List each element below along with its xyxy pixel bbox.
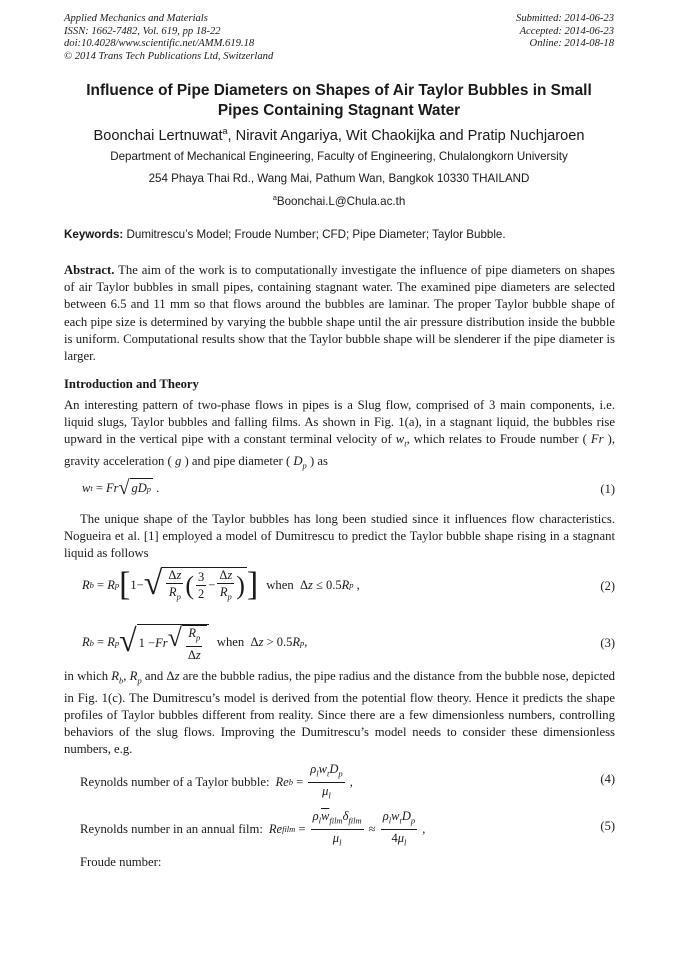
equation-5-label: Reynolds number in an annual film: (80, 821, 263, 836)
equation-3-number: (3) (600, 636, 615, 650)
equation-4 (64, 762, 615, 798)
email-address: Boonchai.L@Chula.ac.th (276, 194, 406, 208)
equation-5 (64, 809, 615, 845)
title-line-1: Influence of Pipe Diameters on Shapes of Air Taylor Bubbles in Small (86, 82, 592, 99)
equation-2-number: (2) (600, 579, 615, 593)
email-sup: a (272, 193, 277, 202)
online-date: Online: 2014-08-18 (529, 38, 614, 50)
copyright-line: © 2014 Trans Tech Publications Ltd, Switzerland (64, 50, 274, 62)
equation-1 (64, 478, 615, 504)
dates-header (516, 13, 614, 51)
affiliation-address: 254 Phaya Thai Rd., Wang Mai, Pathum Wan, Bangkok 10330 THAILAND (148, 172, 530, 185)
equation-2 (64, 565, 615, 609)
first-author: Boonchai Lertnuwat (93, 127, 223, 144)
abstract-text: The aim of the work is to computationally investigate the influence of pipe diameters on shapes of air Taylor bubbles in small pipes, containing stagnant water. The examined pipe diameters are selected between 6.5 and 11 mm so that flows around the bubbles are laminar. The proper Taylor bubble shape of each pipe size is determined by varying the bubble shape until the air pressure distribution inside the bubble is uniform. Computational results show that the Taylor bubble shape will be slenderer if the pipe diameter is larger. (64, 263, 615, 364)
intro-paragraph-1: An interesting pattern of two-phase flows in pipes is a Slug flow, comprised of 3 main components, i.e. liquid slugs, Taylor bubbles and falling films. As shown in Fig. 1(a), in a stagnant liquid, the bubbles rise upward in the vertical pipe with a constant terminal velocity of $w_t$, which relates to Froude number ( Fr ), gravity acceleration ( g ) and pipe diameter ( $D_p$ ) as (64, 398, 615, 471)
equation-1-formula: w t = Fr √ gD p . (82, 477, 160, 499)
equation-4-label: Reynolds number of a Taylor bubble: (80, 774, 270, 789)
submitted-date: Submitted: 2014-06-23 (516, 13, 614, 24)
intro-paragraph-2: The unique shape of the Taylor bubbles has long been studied since it influences flow characteristics. Nogueira et al. [1] employed a model of Dumitrescu to predict the Taylor bubble shape rising in a stagnant liquid as follows (64, 512, 615, 561)
author-list (40, 126, 638, 144)
keywords-label: Keywords: (64, 228, 124, 241)
equation-3 (64, 624, 615, 664)
abstract (64, 262, 615, 365)
equation-6-label: Froude number: (80, 855, 162, 869)
doi-line: doi:10.4028/www.scientific.net/AMM.619.18 (64, 38, 255, 50)
intro-paragraph-3: in which $R_b$, $R_p$ and Δz are the bubble radius, the pipe radius and the distance from the bubble nose, depicted in Fig. 1(c). The Dumitrescu’s model is derived from the potential flow theory. Hence it predicts the shape profiles of Taylor bubbles different from reality. Since there are a few dimensionless numbers, controlling behaviors of the slug flows. Improving the Dumitrescu’s model needs to consider these dimensionless numbers, e.g. (64, 669, 615, 757)
equation-2-formula: R b = R p [ 1− √ $\frac{\Delta z}{R_p}$ ( $\frac{3}{2}$ − $\frac{\Delta z}{R_p}$ ) ] when Δ z ≤ 0.5 R p , (82, 565, 360, 604)
author-email (40, 193, 638, 208)
section-heading: Introduction and Theory (64, 377, 199, 391)
keywords-text: Dumitrescu’s Model; Froude Number; CFD; Pipe Diameter; Taylor Bubble. (123, 228, 506, 241)
equation-2-condition: when (266, 577, 294, 592)
keywords (64, 228, 616, 241)
journal-name: Applied Mechanics and Materials (64, 13, 208, 24)
affiliation-department: Department of Mechanical Engineering, Faculty of Engineering, Chulalongkorn University (110, 150, 568, 163)
equation-4-number: (4) (600, 772, 615, 786)
abstract-label: Abstract. (64, 263, 115, 277)
other-authors: , Niravit Angariya, Wit Chaokijka and Pratip Nuchjaroen (227, 127, 585, 144)
equation-1-number: (1) (600, 482, 615, 496)
accepted-date: Accepted: 2014-06-23 (519, 25, 614, 37)
author-sup: a (222, 126, 228, 136)
issn-line: ISSN: 1662-7482, Vol. 619, pp 18-22 (64, 25, 221, 37)
equation-5-formula: Reynolds number in an annual film: Re film = $\frac{\rho_l\overline{w}_{film}\delta_{film}}{\mu_l}$ ≈ $\frac{\rho_lw_tD_p}{4\mu_l}$ , (80, 809, 426, 847)
equation-5-number: (5) (600, 819, 615, 833)
journal-header (64, 13, 273, 63)
equation-6 (64, 855, 615, 873)
title-line-2: Pipes Containing Stagnant Water (217, 102, 461, 119)
equation-4-formula: Reynolds number of a Taylor bubble: Re b = $\frac{\rho_lw_tD_p}{\mu_l}$ , (80, 762, 353, 800)
equation-3-condition: when (216, 635, 245, 650)
paper-title (56, 81, 622, 121)
equation-3-formula: R b = R p √ 1 − Fr √ $\frac{R_p}{\Delta z}$ when Δ z > 0.5 R p , (82, 622, 308, 662)
